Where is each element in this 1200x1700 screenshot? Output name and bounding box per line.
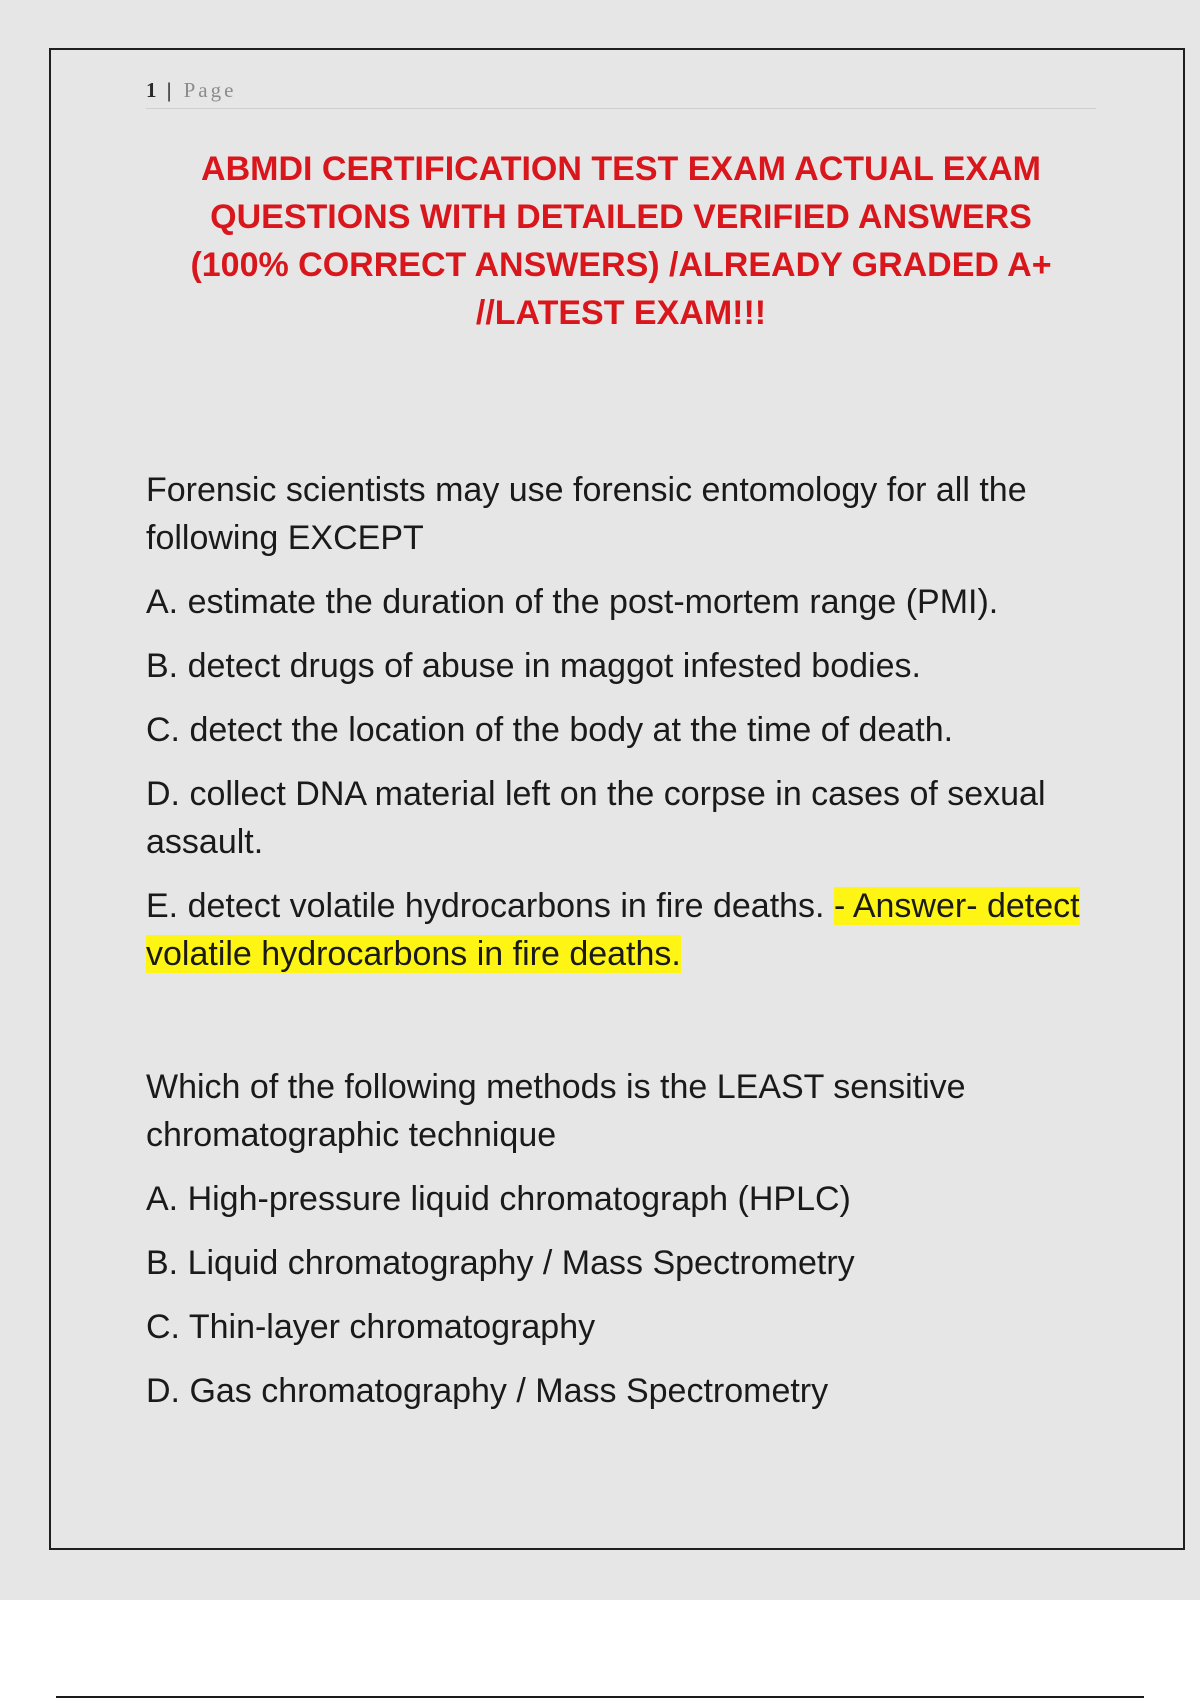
question-2 — [146, 1063, 1136, 1431]
option-e — [146, 882, 1136, 978]
title-line: //LATEST EXAM!!! — [475, 294, 767, 332]
answer-highlight: - Answer- detect volatile hydrocarbons in fire deaths. — [146, 887, 1080, 973]
bottom-divider — [56, 1696, 1144, 1698]
option-c: C. Thin-layer chromatography — [146, 1308, 596, 1346]
option-d: D. collect DNA material left on the corpse in cases of sexual assault. — [146, 775, 1046, 861]
page-label: Page — [183, 78, 237, 102]
page-number: 1 — [146, 78, 159, 102]
title-line: ABMDI CERTIFICATION TEST EXAM ACTUAL EXAM — [201, 150, 1041, 188]
page-header — [146, 78, 1096, 109]
option-c: C. detect the location of the body at the time of death. — [146, 711, 954, 749]
option-b: B. Liquid chromatography / Mass Spectrometry — [146, 1244, 855, 1282]
option-b: B. detect drugs of abuse in maggot infested bodies. — [146, 647, 921, 685]
option-a: A. estimate the duration of the post-mortem range (PMI). — [146, 583, 999, 621]
option-d: D. Gas chromatography / Mass Spectrometry — [146, 1372, 829, 1410]
document-page — [49, 48, 1185, 1550]
question-1 — [146, 466, 1136, 994]
title-line: QUESTIONS WITH DETAILED VERIFIED ANSWERS — [210, 198, 1032, 236]
page-separator: | — [166, 78, 174, 102]
question-text: Forensic scientists may use forensic entomology for all the following EXCEPT — [146, 471, 1027, 557]
document-title — [146, 145, 1096, 337]
question-text: Which of the following methods is the LEAST sensitive chromatographic technique — [146, 1068, 966, 1154]
option-a: A. High-pressure liquid chromatograph (HPLC) — [146, 1180, 851, 1218]
title-line: (100% CORRECT ANSWERS) /ALREADY GRADED A+ — [190, 246, 1052, 284]
option-e-text: E. detect volatile hydrocarbons in fire deaths. — [146, 887, 825, 925]
